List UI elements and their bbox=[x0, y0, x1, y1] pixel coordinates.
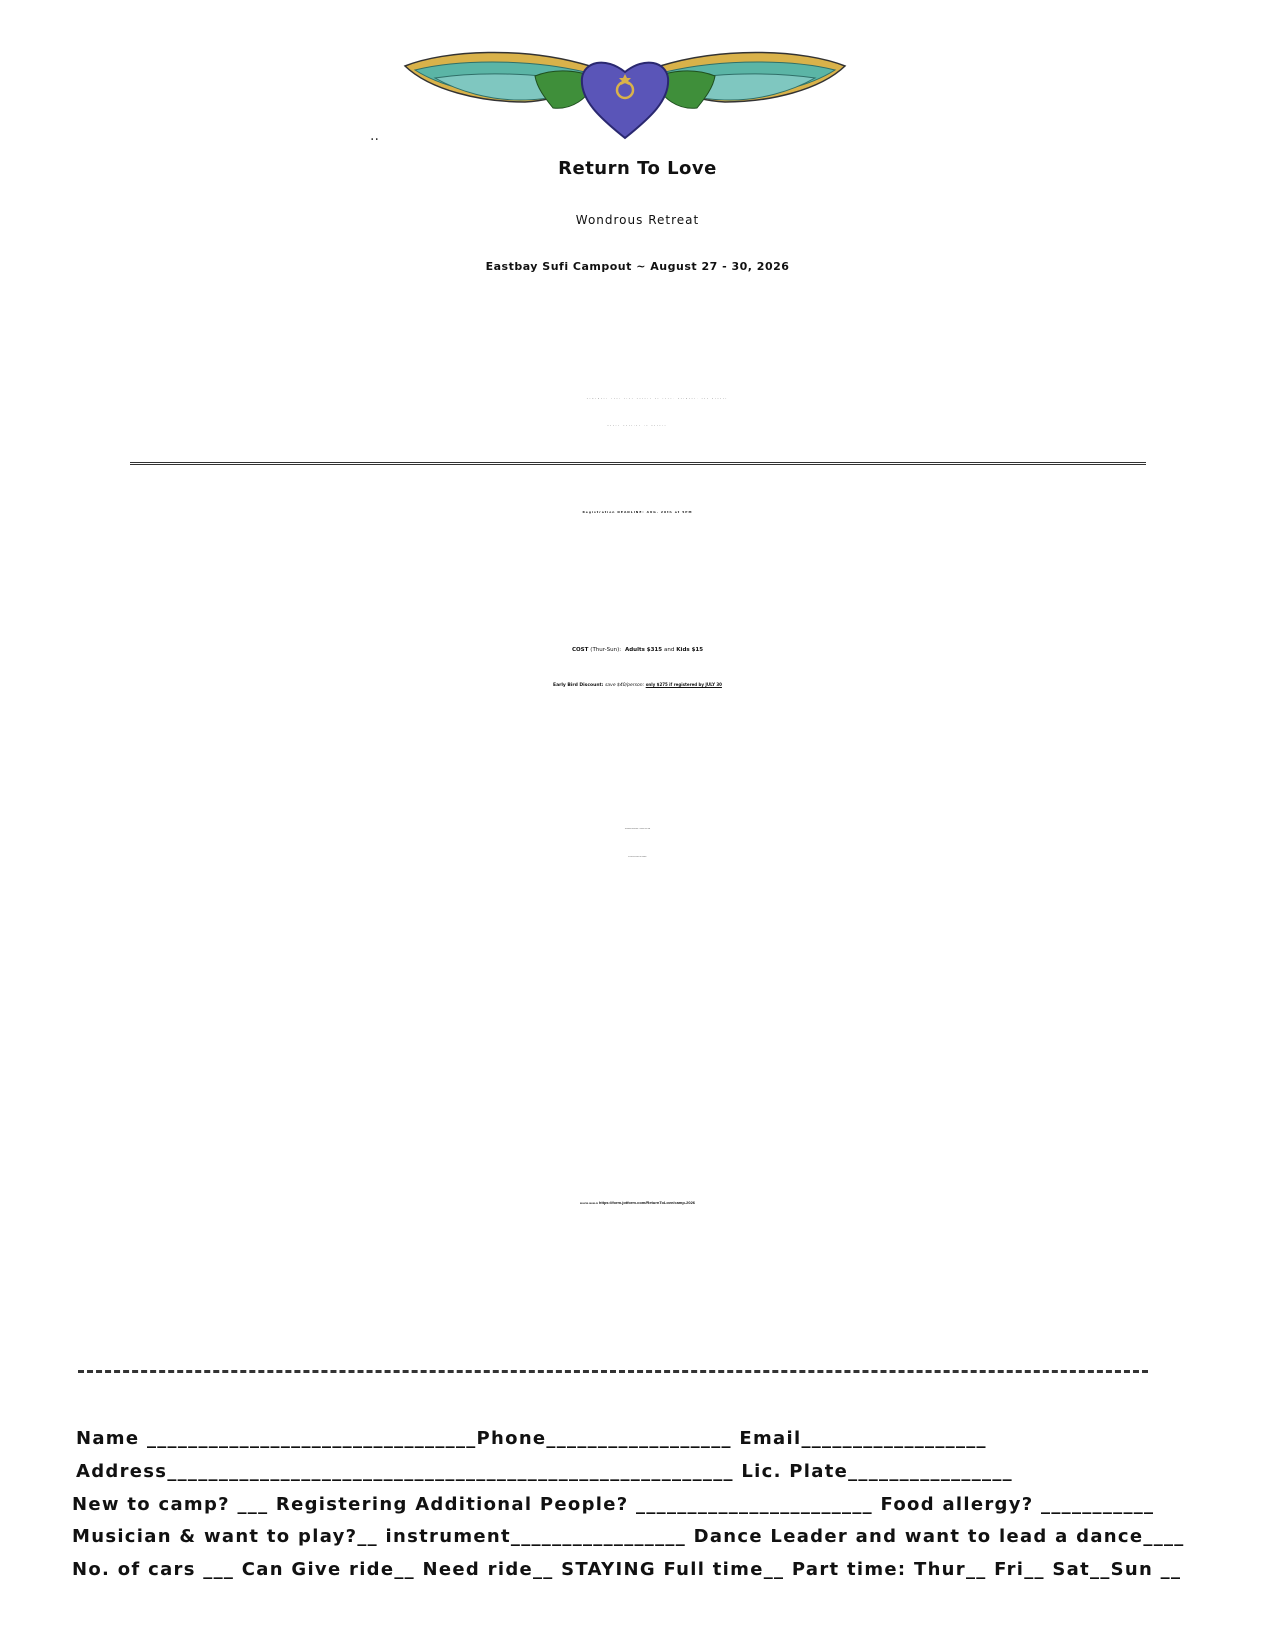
register-online-label: REGISTER ONLINE AT: bbox=[579, 1204, 599, 1205]
remember-line: Remember your true nature as Love, Harmony, and Beauty bbox=[586, 399, 729, 400]
form-row-musician-leader[interactable]: Musician & want to play?__ instrument_________________ Dance Leader and want to lead a dance____ bbox=[72, 1526, 1185, 1547]
no-drop-ins: No drop-ins please. Do Register! bbox=[628, 857, 647, 858]
scholarship-deadline: Scholarship application... deadline: July 30th bbox=[624, 829, 651, 830]
register-online-line bbox=[0, 1200, 1275, 1205]
page-subtitle: Wondrous Retreat bbox=[575, 213, 700, 227]
early-bird-label: Early Bird Discount: bbox=[553, 683, 604, 688]
register-url-link[interactable]: https://form.jotform.com/ReturnToLove/camp-2026 bbox=[598, 1200, 696, 1205]
form-row-new-additional-allergy[interactable]: New to camp? ___ Registering Additional People? _______________________ Food allergy? ___________ bbox=[72, 1494, 1155, 1515]
form-row-cars-staying[interactable]: No. of cars ___ Can Give ride__ Need ride__ STAYING Full time__ Part time: Thur__ Fri__ Sat__Sun __ bbox=[72, 1559, 1182, 1580]
registration-deadline: Registration DEADLINE: AUG. 20th at 5PM bbox=[582, 510, 693, 514]
cost-and: and bbox=[664, 647, 675, 653]
cost-kids: Kids $15 bbox=[676, 647, 704, 653]
early-bird-only: only $275 if registered by JULY 30 bbox=[645, 682, 722, 687]
section-divider bbox=[130, 462, 1146, 465]
early-bird-price bbox=[646, 683, 722, 688]
dance-line: Dance Outside in Nature bbox=[607, 426, 668, 427]
early-bird-line bbox=[0, 682, 1275, 688]
form-row-name-phone-email[interactable]: Name ________________________________Phone__________________ Email__________________ bbox=[76, 1428, 987, 1449]
early-bird-save: save $40/person: bbox=[605, 683, 645, 688]
form-row-address-plate[interactable]: Address_______________________________________________________ Lic. Plate________________ bbox=[76, 1461, 1013, 1482]
cut-line bbox=[78, 1370, 1148, 1373]
cost-line bbox=[0, 646, 1275, 653]
event-dates: Eastbay Sufi Campout ~ August 27 - 30, 2026 bbox=[485, 260, 790, 273]
stray-dots: .. bbox=[370, 128, 379, 144]
cost-days: (Thur-Sun): bbox=[590, 647, 622, 653]
page-title: Return To Love bbox=[558, 158, 717, 179]
winged-heart-logo bbox=[385, 38, 865, 143]
cost-adults: Adults $315 bbox=[624, 647, 663, 653]
cost-label: COST bbox=[571, 647, 589, 653]
